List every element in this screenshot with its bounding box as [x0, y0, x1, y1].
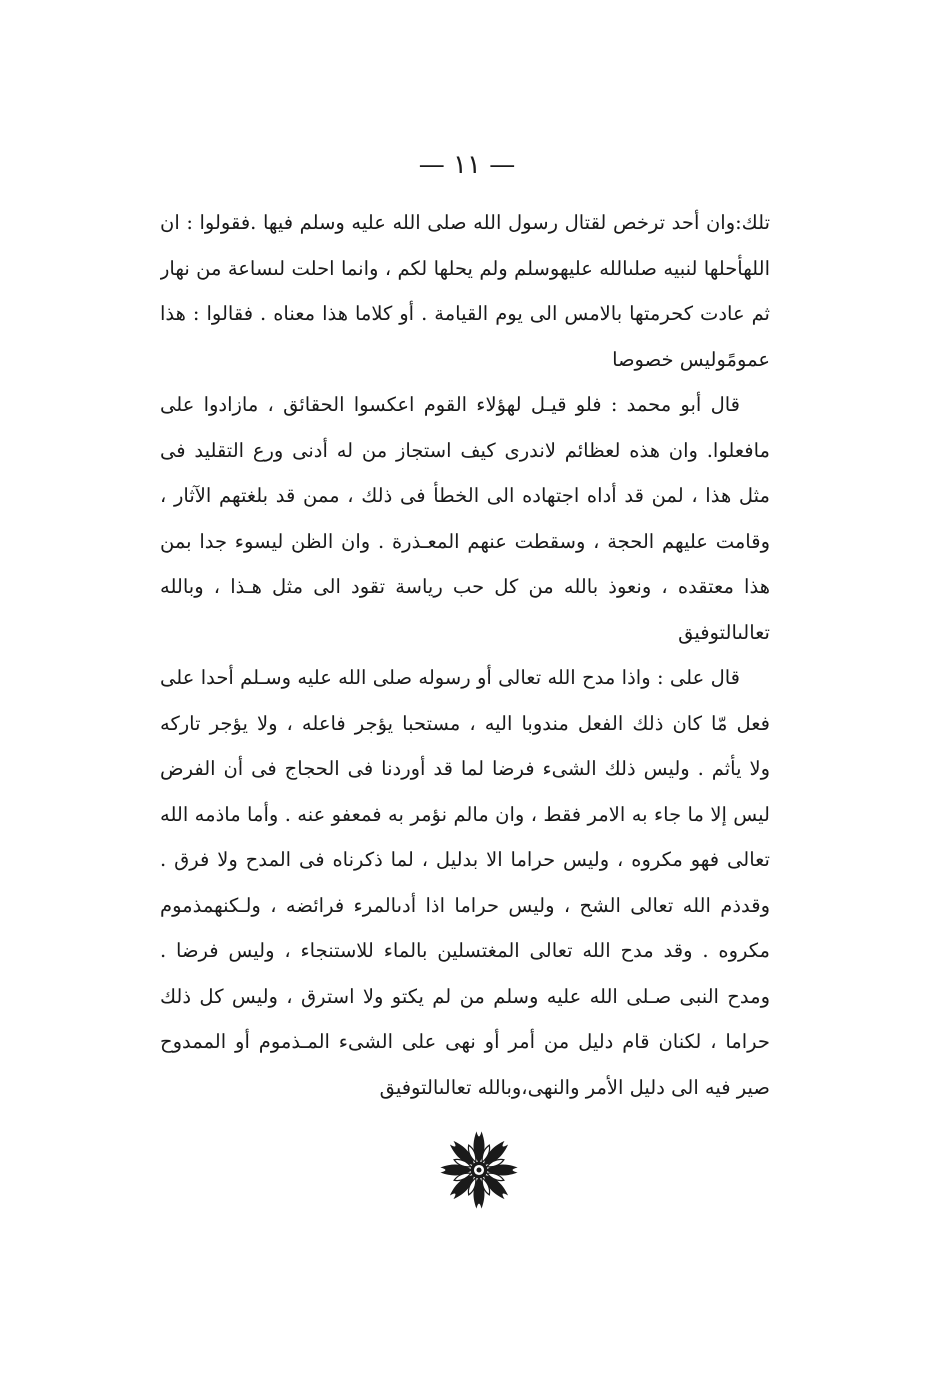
text-line: قال على : واذا مدح الله تعالى أو رسوله صلى الله عليه وسـلم أحدا على [160, 666, 740, 689]
text-line: تعالىالتوفيق [678, 620, 770, 644]
text-line: ومدح النبى صـلى الله عليه وسلم من لم يكتو ولا استرق ، وليس كل ذلك [160, 984, 770, 1008]
text-line: صير فيه الى دليل الأمر والنهى،وبالله تعالىالتوفيق [379, 1075, 770, 1099]
text-line: وقامت عليهم الحجة ، وسقطت عنهم المعـذرة . وان الظن ليسوء جدا بمن [160, 529, 770, 553]
text-line: ولا يأثم . وليس ذلك الشىء فرضا لما قد أوردنا فى الحجاج فى أن الفرض [160, 757, 770, 780]
text-line: مثل هذا ، لمن قد أداه اجتهاده الى الخطأ فى ذلك ، ممن قد بلغتهم الآثار ، [160, 484, 770, 507]
text-line: تلك:وان أحد ترخص لقتال رسول الله صلى الله عليه وسلم فيها .فقولوا : ان [160, 211, 770, 234]
text-line: قال أبو محمد : فلو قيـل لهؤلاء القوم اعكسوا الحقائق ، مازادوا على [160, 393, 740, 416]
body-text [160, 200, 770, 1110]
text-line: ثم عادت كحرمتها بالامس الى يوم القيامة . أو كلاما هذا معناه . فقالوا : هذا [160, 302, 770, 325]
text-line: مكروه . وقد مدح الله تعالى المغتسلين بالماء للاستنجاء ، وليس فرضا . [160, 939, 770, 962]
text-line: اللهأحلها لنبيه صلىالله عليهوسلم ولم يحلها لكم ، وانما احلت لىساعة من نهار [160, 256, 770, 280]
text-line: تعالى فهو مكروه ، وليس حراما الا بدليل ، لما ذكرناه فى المدح ولا فرق . [160, 848, 770, 871]
text-line: وقدذم الله تعالى الشح ، وليس حراما اذا أدىالمرء فرائضه ، ولـكنهمذموم [160, 893, 770, 917]
text-line: ليس إلا ما جاء به الامر فقط ، وان مالم نؤمر به فمعفو عنه . وأما ماذمه الله [160, 802, 770, 826]
floral-ornament-icon [437, 1128, 521, 1212]
page-number: — ١١ — [418, 150, 516, 180]
text-line: هذا معتقده ، ونعوذ بالله من كل حب رياسة تقود الى مثل هـذا ، وبالله [160, 575, 770, 598]
text-line: مافعلوا. وان هذه لعظائم لاندرى كيف استجاز من له أدنى ورع التقليد فى [160, 438, 770, 462]
text-line: حراما ، لكنان قام دليل من أمر أو نهى على الشىء المـذموم أو الممدوح [160, 1030, 770, 1053]
text-line: فعل مّا كان ذلك الفعل مندوبا اليه ، مستحبا يؤجر فاعله ، ولا يؤجر تاركه [160, 711, 770, 735]
text-line: عمومًوليس خصوصا [612, 347, 770, 371]
